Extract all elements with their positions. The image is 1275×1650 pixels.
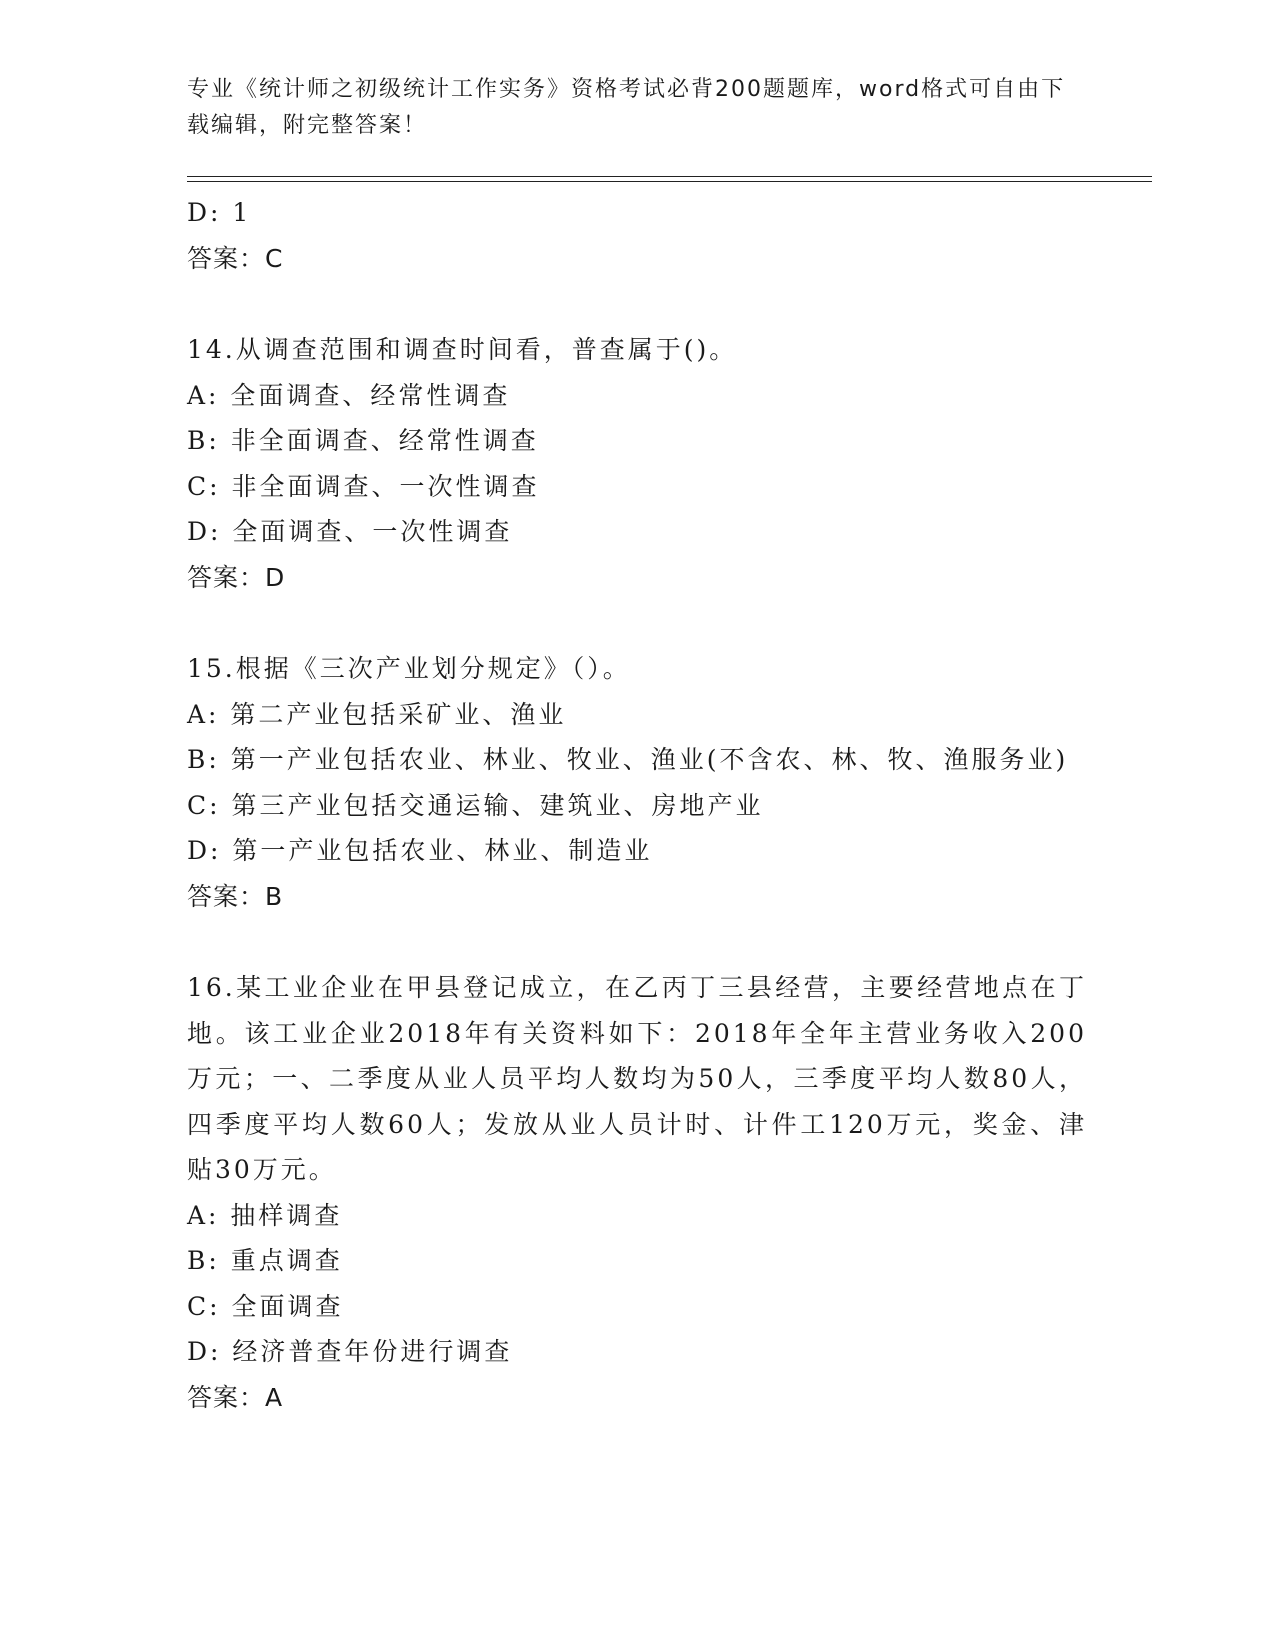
answer: 答案：B [187, 881, 284, 911]
prev-answer: 答案：C [187, 243, 284, 273]
option-a: A: 抽样调查 [187, 1200, 343, 1230]
option-b: B: 非全面调查、经常性调查 [187, 426, 539, 455]
question-16 [187, 965, 1087, 1420]
question-14 [187, 327, 1087, 600]
option-c: C: 非全面调查、一次性调查 [187, 471, 540, 501]
answer: 答案：D [187, 562, 286, 592]
question-15 [187, 646, 1087, 919]
option-c: C: 全面调查 [187, 1291, 344, 1321]
prev-option-d: D: 1 [187, 198, 252, 227]
header-divider-bottom [187, 181, 1152, 182]
option-b: B: 第一产业包括农业、林业、牧业、渔业(不含农、林、牧、渔服务业) [187, 745, 1069, 774]
option-d: D: 全面调查、一次性调查 [187, 517, 513, 546]
document-header: 专业《统计师之初级统计工作实务》资格考试必背200题题库，word格式可自由下载编辑，附完整答案！ [187, 77, 1066, 138]
option-b: B: 重点调查 [187, 1246, 343, 1275]
question-content [187, 190, 1087, 1420]
option-a: A: 全面调查、经常性调查 [187, 380, 511, 410]
question-stem: 14.从调查范围和调查时间看，普查属于()。 [187, 335, 738, 364]
header-divider-top [187, 176, 1152, 177]
option-c: C: 第三产业包括交通运输、建筑业、房地产业 [187, 790, 764, 820]
question-stem: 15.根据《三次产业划分规定》（）。 [187, 654, 631, 683]
option-a: A: 第二产业包括采矿业、渔业 [187, 699, 567, 729]
answer: 答案：A [187, 1382, 284, 1412]
option-d: D: 经济普查年份进行调查 [187, 1337, 513, 1366]
spacer [187, 919, 1087, 965]
spacer [187, 600, 1087, 646]
spacer [187, 281, 1087, 327]
question-stem: 16.某工业企业在甲县登记成立，在乙丙丁三县经营，主要经营地点在丁地。该工业企业2018年有关资料如下：2018年全年主营业务收入200万元；一、二季度从业人员平均人数均为50人，三季度平均人数80人，四季度平均人数60人；发放从业人员计时、计件工120万元，奖金、津贴30万元。 [187, 973, 1087, 1184]
option-d: D: 第一产业包括农业、林业、制造业 [187, 836, 653, 865]
